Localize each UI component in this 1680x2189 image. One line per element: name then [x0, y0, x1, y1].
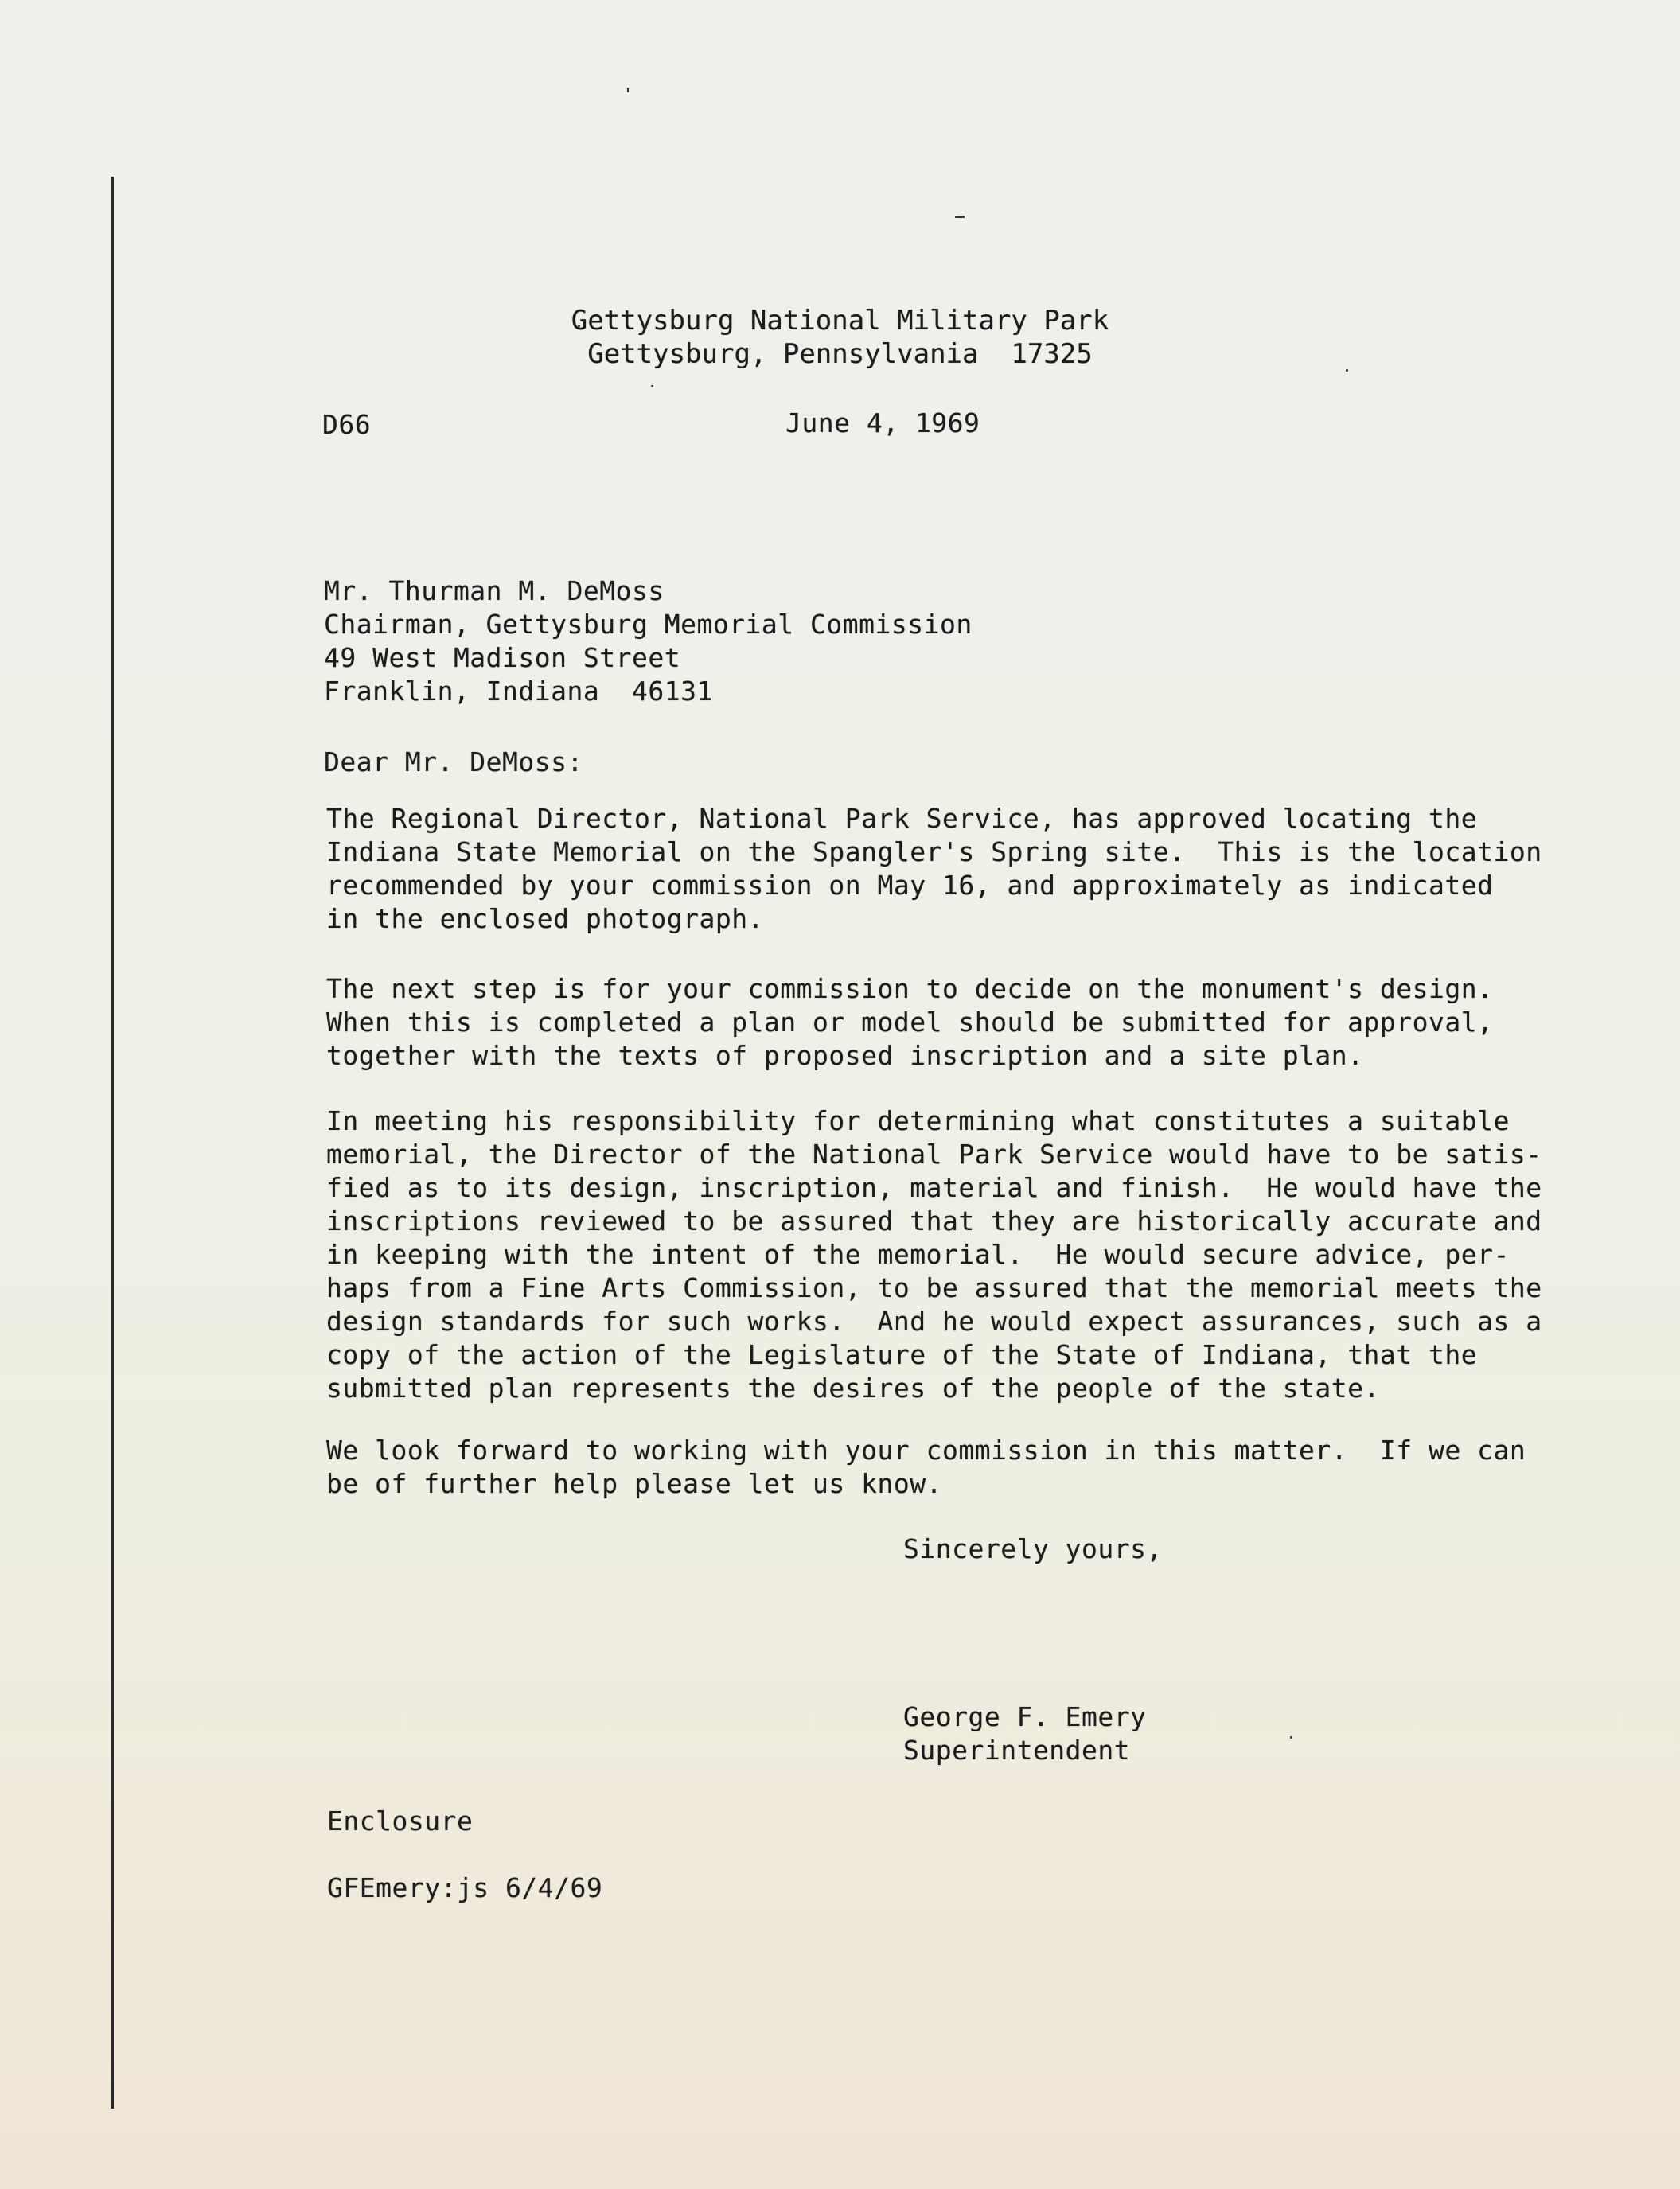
paragraph-line: together with the texts of proposed inscription and a site plan. — [326, 1040, 1364, 1071]
paragraph-line: When this is completed a plan or model should be submitted for approval, — [326, 1007, 1494, 1038]
paragraph-line: design standards for such works. And he would expect assurances, such as a — [326, 1306, 1542, 1337]
paragraph-1 — [326, 802, 1542, 936]
salutation: Dear Mr. DeMoss: — [324, 746, 583, 777]
paragraph-line: The Regional Director, National Park Service, has approved locating the — [326, 803, 1478, 834]
letterhead-name: Gettysburg National Military Park — [571, 305, 1109, 337]
paragraph-3 — [326, 1104, 1542, 1405]
paragraph-line: submitted plan represents the desires of the people of the state. — [326, 1373, 1380, 1404]
paragraph-line: fied as to its design, inscription, material and finish. He would have the — [326, 1172, 1542, 1203]
dash-mark — [955, 216, 965, 218]
paragraph-line: memorial, the Director of the National Park Service would have to be satis- — [326, 1139, 1542, 1170]
paragraph-4 — [326, 1434, 1526, 1501]
recipient-title: Chairman, Gettysburg Memorial Commission — [324, 609, 973, 640]
speck-mark — [627, 88, 629, 92]
paragraph-line: in the enclosed photograph. — [326, 903, 764, 934]
paragraph-line: recommended by your commission on May 16, and approximately as indicated — [326, 870, 1494, 901]
letterhead-address: Gettysburg, Pennsylvania 17325 — [587, 338, 1093, 370]
paragraph-line: The next step is for your commission to decide on the monument's design. — [326, 973, 1494, 1004]
margin-rule — [111, 177, 114, 2109]
paragraph-line: haps from a Fine Arts Commission, to be assured that the memorial meets the — [326, 1272, 1542, 1303]
paragraph-line: In meeting his responsibility for determining what constitutes a suitable — [326, 1105, 1510, 1136]
recipient-city: Franklin, Indiana 46131 — [324, 676, 713, 707]
reference-initials: GFEmery:js 6/4/69 — [327, 1872, 603, 1903]
signer-title: Superintendent — [903, 1735, 1131, 1766]
paragraph-line: Indiana State Memorial on the Spangler's Spring site. This is the location — [326, 836, 1542, 867]
speck-mark — [651, 385, 653, 387]
speck-mark — [1290, 1736, 1292, 1739]
closing: Sincerely yours, — [903, 1533, 1163, 1564]
letterhead — [0, 304, 1680, 371]
recipient-address — [324, 575, 973, 708]
paragraph-line: copy of the action of the Legislature of the State of Indiana, that the — [326, 1339, 1478, 1370]
letter-date: June 4, 1969 — [785, 407, 980, 438]
paragraph-line: We look forward to working with your commission in this matter. If we can — [326, 1435, 1526, 1466]
signature-block — [903, 1700, 1147, 1767]
paragraph-2 — [326, 972, 1493, 1073]
recipient-street: 49 West Madison Street — [324, 642, 681, 673]
paragraph-line: in keeping with the intent of the memorial. He would secure advice, per- — [326, 1239, 1510, 1270]
file-code: D66 — [322, 409, 372, 440]
paragraph-line: inscriptions reviewed to be assured that they are historically accurate and — [326, 1206, 1542, 1237]
enclosure-note: Enclosure — [327, 1805, 474, 1837]
paragraph-line: be of further help please let us know. — [326, 1468, 942, 1499]
recipient-name: Mr. Thurman M. DeMoss — [324, 575, 665, 606]
signer-name: George F. Emery — [903, 1701, 1147, 1732]
